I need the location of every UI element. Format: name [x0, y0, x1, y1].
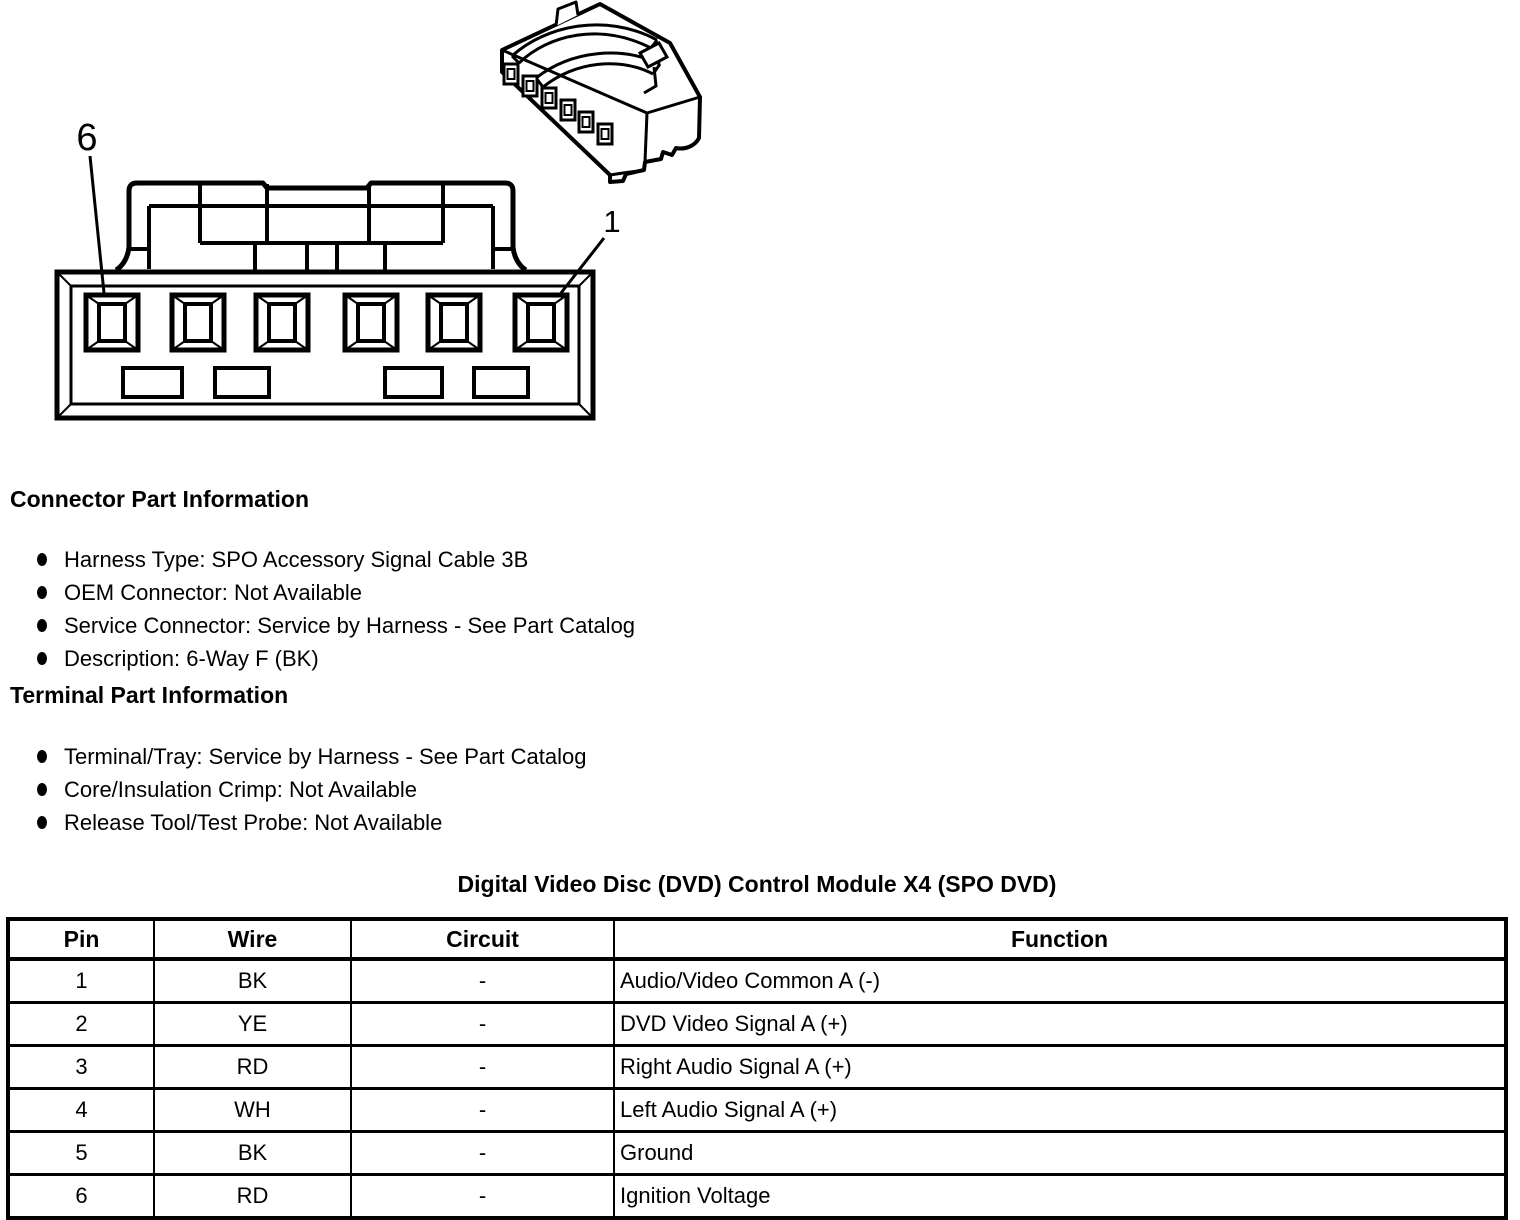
list-item [0, 642, 900, 675]
table-header-row [8, 919, 1506, 959]
terminal-part-info-heading: Terminal Part Information [10, 682, 289, 708]
bullet-icon [37, 553, 47, 566]
bullet-icon [37, 750, 47, 763]
cell-function: DVD Video Signal A (+) [614, 1003, 1506, 1046]
pin-cavity-5 [172, 295, 224, 350]
cell-function: Ground [614, 1132, 1506, 1175]
cell-pin: 5 [8, 1132, 154, 1175]
pin-cavity-4 [256, 295, 308, 350]
cell-pin: 4 [8, 1089, 154, 1132]
cell-circuit: - [351, 1046, 614, 1089]
list-item-text: Release Tool/Test Probe: Not Available [64, 809, 443, 835]
cell-wire: WH [154, 1089, 351, 1132]
pin-cavity-3 [345, 295, 397, 350]
list-item-text: Description: 6-Way F (BK) [64, 645, 319, 671]
list-item [0, 740, 900, 773]
cell-circuit: - [351, 1175, 614, 1219]
list-item-text: Core/Insulation Crimp: Not Available [64, 776, 417, 802]
connector-face-view [57, 117, 621, 418]
bullet-icon [37, 783, 47, 796]
cell-function: Right Audio Signal A (+) [614, 1046, 1506, 1089]
cell-pin: 2 [8, 1003, 154, 1046]
table-row [8, 1046, 1506, 1089]
cell-circuit: - [351, 959, 614, 1003]
connector-part-info-heading: Connector Part Information [10, 486, 310, 512]
list-item [0, 576, 900, 609]
bullet-icon [37, 816, 47, 829]
cell-circuit: - [351, 1132, 614, 1175]
cell-pin: 3 [8, 1046, 154, 1089]
pinout-table [6, 917, 1508, 1220]
column-header-wire: Wire [154, 919, 351, 959]
list-item [0, 773, 900, 806]
table-row [8, 1175, 1506, 1219]
pin-6-label: 6 [76, 117, 98, 159]
list-item [0, 609, 900, 642]
cell-wire: RD [154, 1175, 351, 1219]
table-row [8, 959, 1506, 1003]
column-header-circuit: Circuit [351, 919, 614, 959]
bullet-icon [37, 586, 47, 599]
cell-wire: YE [154, 1003, 351, 1046]
terminal-part-info-list [0, 740, 900, 839]
list-item [0, 543, 900, 576]
table-row [8, 1089, 1506, 1132]
cell-circuit: - [351, 1003, 614, 1046]
bullet-icon [37, 652, 47, 665]
cell-wire: BK [154, 959, 351, 1003]
table-row [8, 1132, 1506, 1175]
cell-function: Ignition Voltage [614, 1175, 1506, 1219]
cell-pin: 6 [8, 1175, 154, 1219]
list-item-text: Harness Type: SPO Accessory Signal Cable 3B [64, 546, 529, 572]
column-header-pin: Pin [8, 919, 154, 959]
connector-3d-view [502, 2, 700, 182]
cell-circuit: - [351, 1089, 614, 1132]
pin-cavity-1 [515, 295, 567, 350]
cell-pin: 1 [8, 959, 154, 1003]
list-item-text: Terminal/Tray: Service by Harness - See Part Catalog [64, 743, 587, 769]
pin-1-label: 1 [603, 204, 621, 239]
cell-function: Left Audio Signal A (+) [614, 1089, 1506, 1132]
bullet-icon [37, 619, 47, 632]
list-item [0, 806, 900, 839]
cell-wire: BK [154, 1132, 351, 1175]
list-item-text: OEM Connector: Not Available [64, 579, 362, 605]
cell-wire: RD [154, 1046, 351, 1089]
list-item-text: Service Connector: Service by Harness - See Part Catalog [64, 612, 636, 638]
pinout-table-title: Digital Video Disc (DVD) Control Module X4 (SPO DVD) [457, 871, 1057, 897]
connector-part-info-list [0, 543, 900, 675]
connector-lock-profile [116, 183, 526, 270]
column-header-function: Function [614, 919, 1506, 959]
table-row [8, 1003, 1506, 1046]
connector-diagram [0, 0, 760, 460]
pin-cavity-6 [86, 295, 138, 350]
pin-cavity-2 [428, 295, 480, 350]
cell-function: Audio/Video Common A (-) [614, 959, 1506, 1003]
